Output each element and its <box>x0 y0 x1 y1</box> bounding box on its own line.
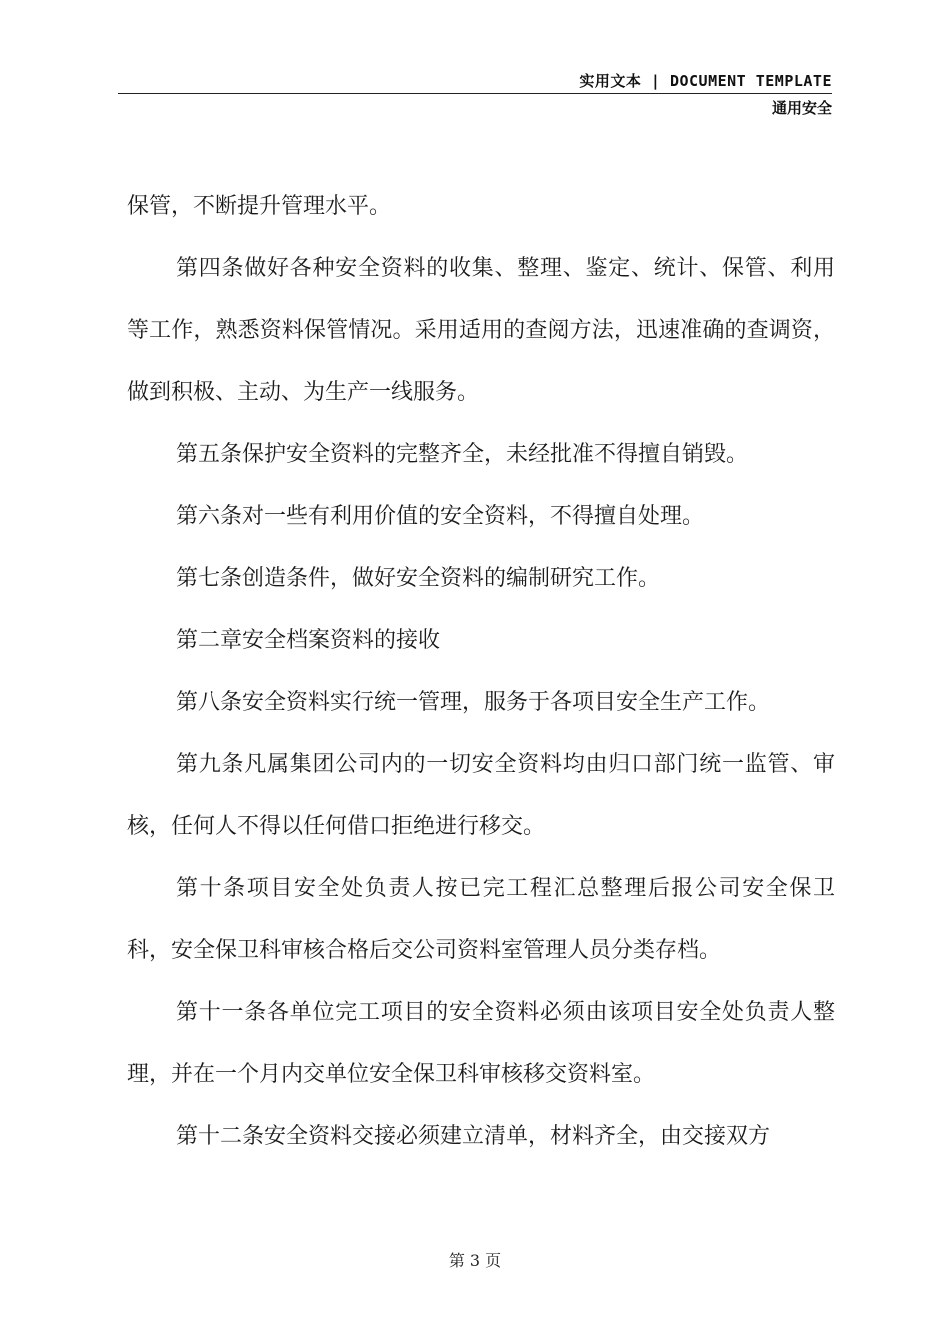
header-category: 通用安全 <box>771 99 832 117</box>
paragraph-article-12: 第十二条安全资料交接必须建立清单，材料齐全，由交接双方 <box>176 1124 771 1149</box>
header-title: 实用文本 | DOCUMENT TEMPLATE <box>579 72 832 90</box>
header-divider <box>118 93 832 94</box>
page-number: 第 3 页 <box>448 1251 502 1270</box>
paragraph-article-6: 第六条对一些有利用价值的安全资料，不得擅自处理。 <box>176 504 705 529</box>
paragraph-article-5: 第五条保护安全资料的完整齐全，未经批准不得擅自销毁。 <box>176 442 749 467</box>
paragraph-article-8: 第八条安全资料实行统一管理，服务于各项目安全生产工作。 <box>176 690 771 715</box>
paragraph-article-11: 第十一条各单位完工项目的安全资料必须由该项目安全处负责人整理，并在一个月内交单位安全保卫科审核移交资料室。 <box>127 1000 835 1087</box>
document-body <box>127 176 835 1168</box>
paragraph-continuation: 保管，不断提升管理水平。 <box>127 194 392 219</box>
chapter-heading: 第二章安全档案资料的接收 <box>176 628 441 653</box>
paragraph-article-10: 第十条项目安全处负责人按已完工程汇总整理后报公司安全保卫科，安全保卫科审核合格后交公司资料室管理人员分类存档。 <box>127 876 835 963</box>
paragraph-article-4: 第四条做好各种安全资料的收集、整理、鉴定、统计、保管、利用等工作，熟悉资料保管情况。采用适用的查阅方法，迅速准确的查调资，做到积极、主动、为生产一线服务。 <box>127 256 835 405</box>
paragraph-article-9: 第九条凡属集团公司内的一切安全资料均由归口部门统一监管、审核，任何人不得以任何借口拒绝进行移交。 <box>127 752 835 839</box>
paragraph-article-7: 第七条创造条件，做好安全资料的编制研究工作。 <box>176 566 661 591</box>
